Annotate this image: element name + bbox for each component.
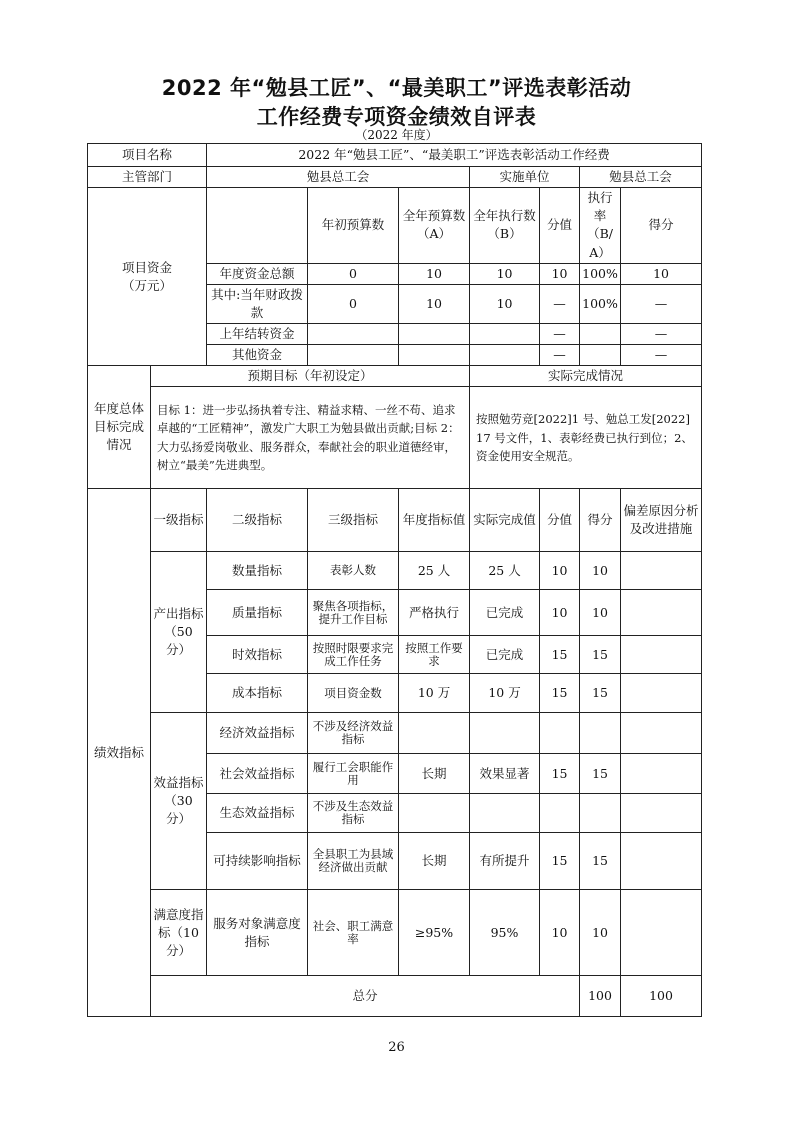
funds-row-label: 上年结转资金 [207, 324, 308, 345]
target-cell: 10 万 [399, 674, 470, 713]
funds-header-3: 分值 [540, 188, 580, 264]
level2-cell: 数量指标 [207, 552, 308, 590]
got-cell: 15 [580, 636, 621, 674]
level3-cell: 不涉及经济效益指标 [308, 713, 399, 754]
level2-cell: 成本指标 [207, 674, 308, 713]
performance-header-row [88, 489, 702, 552]
got-cell: 10 [580, 552, 621, 590]
perf-header-3: 年度指标值 [399, 489, 470, 552]
actual-cell: 95% [470, 890, 540, 976]
funds-cell [580, 345, 621, 366]
total-got: 100 [621, 976, 702, 1017]
level1-satisfaction: 满意度指标（10 分） [151, 890, 207, 976]
target-cell: 严格执行 [399, 590, 470, 636]
note-cell [621, 590, 702, 636]
target-cell [399, 794, 470, 833]
level3-cell: 不涉及生态效益指标 [308, 794, 399, 833]
level2-cell: 生态效益指标 [207, 794, 308, 833]
score-cell: 10 [540, 590, 580, 636]
funds-label-cell [88, 188, 207, 366]
note-cell [621, 890, 702, 976]
goals-label: 年度总体目标完成情况 [88, 366, 151, 489]
got-cell: 15 [580, 833, 621, 890]
funds-cell [308, 345, 399, 366]
level3-cell: 社会、职工满意率 [308, 890, 399, 976]
dept-label: 主管部门 [88, 167, 207, 188]
note-cell [621, 833, 702, 890]
score-cell: 10 [540, 890, 580, 976]
perf-header-1: 二级指标 [207, 489, 308, 552]
perf-row [88, 890, 702, 976]
note-cell [621, 713, 702, 754]
funds-cell: 10 [621, 263, 702, 284]
goals-actual-text: 按照勉劳竞[2022]1 号、勉总工发[2022]17 号文件，1、表彰经费已执行到位；2、资金使用安全规范。 [470, 387, 702, 489]
document-title-line1: 2022 年“勉县工匠”、“最美职工”评选表彰活动 [161, 76, 632, 100]
funds-header-5: 得分 [621, 188, 702, 264]
goals-expected-text: 目标 1：进一步弘扬执着专注、精益求精、一丝不苟、追求卓越的“工匠精神”，激发广大职工为勉县做出贡献;目标 2：大力弘扬爱岗敬业、服务群众，奉献社会的职业道德经审，树立“最美”先进典型。 [151, 387, 470, 489]
level2-cell: 经济效益指标 [207, 713, 308, 754]
got-cell: 15 [580, 754, 621, 794]
funds-cell: — [540, 284, 580, 323]
total-row [88, 976, 702, 1017]
actual-cell [470, 713, 540, 754]
got-cell: 10 [580, 590, 621, 636]
funds-cell: 10 [540, 263, 580, 284]
funds-header-4: 执行率（B/A） [580, 188, 621, 264]
funds-header-blank [207, 188, 308, 264]
page-number: 26 [388, 1040, 405, 1055]
funds-header-1: 全年预算数（A） [399, 188, 470, 264]
funds-cell: — [540, 345, 580, 366]
perf-header-0: 一级指标 [151, 489, 207, 552]
actual-cell: 10 万 [470, 674, 540, 713]
perf-header-7: 偏差原因分析及改进措施 [621, 489, 702, 552]
actual-cell: 效果显著 [470, 754, 540, 794]
target-cell [399, 713, 470, 754]
level2-cell: 社会效益指标 [207, 754, 308, 794]
funds-cell: 100% [580, 263, 621, 284]
perf-header-6: 得分 [580, 489, 621, 552]
actual-cell: 已完成 [470, 590, 540, 636]
level3-cell: 按照时限要求完成工作任务 [308, 636, 399, 674]
funds-cell: 10 [470, 263, 540, 284]
funds-row-label: 其他资金 [207, 345, 308, 366]
note-cell [621, 636, 702, 674]
perf-header-4: 实际完成值 [470, 489, 540, 552]
funds-cell [399, 324, 470, 345]
perf-header-2: 三级指标 [308, 489, 399, 552]
level2-cell: 可持续影响指标 [207, 833, 308, 890]
funds-row-label: 年度资金总额 [207, 263, 308, 284]
note-cell [621, 794, 702, 833]
level2-cell: 服务对象满意度指标 [207, 890, 308, 976]
funds-cell: 10 [470, 284, 540, 323]
target-cell: 长期 [399, 833, 470, 890]
target-cell: ≥95% [399, 890, 470, 976]
self-evaluation-table [87, 143, 702, 1017]
perf-header-5: 分值 [540, 489, 580, 552]
funds-header-2: 全年执行数（B） [470, 188, 540, 264]
funds-row-label: 其中:当年财政拨款 [207, 284, 308, 323]
score-cell: 15 [540, 754, 580, 794]
got-cell: 10 [580, 890, 621, 976]
got-cell: 15 [580, 674, 621, 713]
funds-cell: — [621, 284, 702, 323]
note-cell [621, 754, 702, 794]
score-cell [540, 794, 580, 833]
funds-cell [580, 324, 621, 345]
actual-cell: 有所提升 [470, 833, 540, 890]
funds-cell [470, 324, 540, 345]
level1-output: 产出指标（50 分） [151, 552, 207, 713]
funds-header-row [88, 188, 702, 264]
funds-header-0: 年初预算数 [308, 188, 399, 264]
impl-value: 勉县总工会 [580, 167, 702, 188]
goals-expected-header: 预期目标（年初设定） [151, 366, 470, 387]
funds-cell [470, 345, 540, 366]
funds-cell: — [621, 345, 702, 366]
target-cell: 长期 [399, 754, 470, 794]
goals-actual-header: 实际完成情况 [470, 366, 702, 387]
actual-cell [470, 794, 540, 833]
level3-cell: 聚焦各项指标，提升工作目标 [308, 590, 399, 636]
funds-cell: 0 [308, 284, 399, 323]
project-name-label: 项目名称 [88, 144, 207, 167]
note-cell [621, 674, 702, 713]
actual-cell: 已完成 [470, 636, 540, 674]
document-subtitle: （2022 年度） [355, 128, 438, 142]
target-cell: 25 人 [399, 552, 470, 590]
funds-cell [308, 324, 399, 345]
got-cell [580, 713, 621, 754]
level2-cell: 时效指标 [207, 636, 308, 674]
funds-cell: — [540, 324, 580, 345]
got-cell [580, 794, 621, 833]
goals-content-row [88, 387, 702, 489]
score-cell: 10 [540, 552, 580, 590]
dept-value: 勉县总工会 [207, 167, 470, 188]
level3-cell: 表彰人数 [308, 552, 399, 590]
level3-cell: 项目资金数 [308, 674, 399, 713]
funds-unit: （万元） [122, 277, 173, 293]
funds-cell: 0 [308, 263, 399, 284]
funds-cell: 10 [399, 263, 470, 284]
actual-cell: 25 人 [470, 552, 540, 590]
level2-cell: 质量指标 [207, 590, 308, 636]
level3-cell: 履行工会职能作用 [308, 754, 399, 794]
target-cell: 按照工作要求 [399, 636, 470, 674]
department-row [88, 167, 702, 188]
funds-cell: — [621, 324, 702, 345]
project-name-value: 2022 年“勉县工匠”、“最美职工”评选表彰活动工作经费 [207, 144, 702, 167]
project-name-row [88, 144, 702, 167]
funds-cell [399, 345, 470, 366]
level1-benefit: 效益指标（30 分） [151, 713, 207, 890]
total-score: 100 [580, 976, 621, 1017]
performance-label: 绩效指标 [88, 489, 151, 1017]
funds-cell: 100% [580, 284, 621, 323]
level3-cell: 全县职工为县域经济做出贡献 [308, 833, 399, 890]
score-cell: 15 [540, 674, 580, 713]
score-cell: 15 [540, 636, 580, 674]
score-cell: 15 [540, 833, 580, 890]
goals-header-row [88, 366, 702, 387]
note-cell [621, 552, 702, 590]
funds-label: 项目资金 [122, 259, 173, 275]
perf-row [88, 713, 702, 754]
total-label: 总分 [151, 976, 580, 1017]
score-cell [540, 713, 580, 754]
perf-row [88, 552, 702, 590]
impl-label: 实施单位 [470, 167, 580, 188]
funds-cell: 10 [399, 284, 470, 323]
document-title-line2: 工作经费专项资金绩效自评表 [256, 105, 537, 129]
